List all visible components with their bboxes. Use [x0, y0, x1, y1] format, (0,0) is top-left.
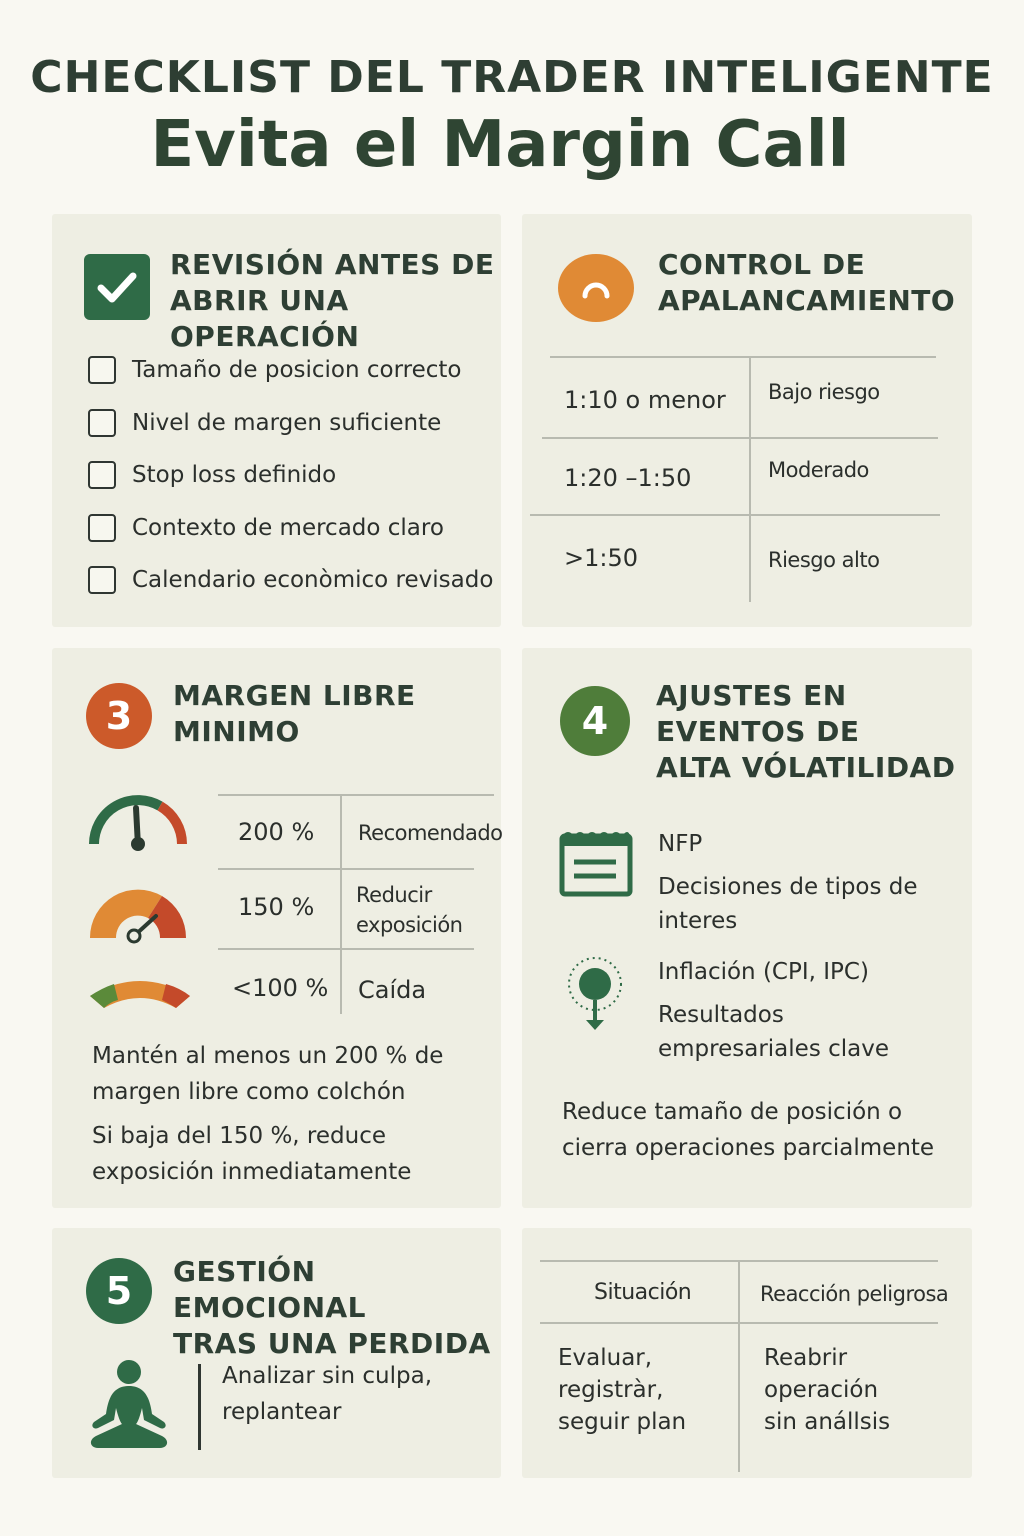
panel-title-line: MARGEN LIBRE [173, 679, 416, 712]
panel-title [173, 1254, 503, 1362]
event-earnings [658, 998, 889, 1066]
cell-line: Evaluar, [558, 1345, 653, 1371]
event-nfp: NFP [658, 831, 703, 857]
panel-min-free-margin [52, 648, 501, 1208]
check-icon [84, 254, 150, 320]
gauge-icon [558, 254, 634, 322]
step-3-badge: 3 [86, 683, 152, 749]
panel-leverage-control [522, 214, 972, 627]
margin-level: 150 % [238, 893, 315, 921]
panel-title-line: EVENTOS DE [656, 715, 860, 748]
table-divider [530, 514, 940, 516]
note-line: cierra operaciones parcialmente [562, 1135, 935, 1161]
gauge-low-icon [88, 972, 192, 1016]
text-line: Analizar sin culpa, [222, 1363, 432, 1389]
event-line: empresariales clave [658, 1036, 889, 1062]
checklist-item[interactable] [88, 459, 336, 491]
note-line: Reduce tamaño de posición o [562, 1099, 903, 1125]
page-subtitle: Evita el Margin Call [150, 108, 850, 182]
panel-title-line: GESTIÓN EMOCIONAL [173, 1255, 367, 1324]
note-line: Si baja del 150 %, reduce [92, 1123, 387, 1149]
checklist-item[interactable] [88, 354, 462, 386]
meditation-icon [82, 1356, 176, 1454]
leverage-ratio: 1:20 –1:50 [564, 464, 692, 492]
step-5-badge: 5 [86, 1258, 152, 1324]
event-inflation: Inflación (CPI, IPC) [658, 959, 869, 985]
margin-level: <100 % [232, 974, 329, 1002]
panel-title-line: MINIMO [173, 715, 300, 748]
table-divider [218, 868, 474, 870]
step-4-badge: 4 [560, 686, 630, 756]
cell-line: Reabrir [764, 1345, 848, 1371]
cell-line: seguir plan [558, 1409, 687, 1435]
gauge-high-icon [86, 788, 190, 856]
margin-action [356, 880, 462, 940]
column-header-situation: Situación [594, 1280, 692, 1305]
panel-title-line: ALTA VÓLATILIDAD [656, 751, 956, 784]
panel-title-line: TRAS UNA PERDIDA [173, 1327, 491, 1360]
margin-action-line: Reducir [356, 883, 432, 907]
checklist-label: Stop loss definido [132, 462, 337, 488]
panel-pre-trade-review [52, 214, 501, 627]
margin-note [92, 1038, 443, 1110]
page-title: CHECKLIST DEL TRADER INTELIGENTE [30, 52, 994, 103]
table-divider [749, 356, 751, 602]
checklist-label: Calendario econòmico revisado [132, 567, 494, 593]
loss-response [222, 1358, 432, 1430]
checklist-label: Contexto de mercado claro [132, 515, 444, 541]
cell-line: operación [764, 1377, 879, 1403]
table-divider [218, 794, 494, 796]
panel-title-line: APALANCAMIENTO [658, 284, 956, 317]
table-divider [738, 1260, 740, 1472]
margin-level: 200 % [238, 818, 315, 846]
checkbox[interactable] [88, 409, 116, 437]
checkbox[interactable] [88, 566, 116, 594]
margin-action: Recomendado [358, 821, 503, 845]
tree-icon [564, 956, 626, 1040]
margin-action: Caída [358, 976, 427, 1004]
panel-title-line: REVISIÓN ANTES DE [170, 248, 495, 281]
reaction-cell [764, 1342, 890, 1438]
gauge-medium-icon [86, 884, 190, 948]
risk-level: Bajo riesgo [768, 380, 880, 404]
divider [198, 1364, 201, 1450]
checklist-label: Nivel de margen suficiente [132, 410, 442, 436]
cell-line: registràr, [558, 1377, 664, 1403]
panel-title [170, 247, 500, 355]
panel-title [173, 678, 493, 750]
column-header-dangerous-reaction: Reacción peligrosa [760, 1282, 949, 1306]
panel-title-line: ABRIR UNA OPERACIÓN [170, 284, 360, 353]
event-line: Resultados [658, 1002, 784, 1028]
panel-situation-table [522, 1228, 972, 1478]
panel-title [656, 678, 968, 786]
checklist-item[interactable] [88, 512, 444, 544]
risk-level: Moderado [768, 458, 869, 482]
situation-cell [558, 1342, 686, 1438]
text-line: replantear [222, 1399, 342, 1425]
risk-level: Riesgo alto [768, 548, 880, 572]
table-divider [218, 948, 474, 950]
checklist-item[interactable] [88, 407, 441, 439]
checkbox[interactable] [88, 461, 116, 489]
panel-title-line: CONTROL DE [658, 248, 866, 281]
note-line: exposición inmediatamente [92, 1159, 412, 1185]
note-line: margen libre como colchón [92, 1079, 406, 1105]
panel-volatility-events [522, 648, 972, 1208]
leverage-ratio: 1:10 o menor [564, 386, 726, 414]
cell-line: sin anállsis [764, 1409, 891, 1435]
panel-emotional-management [52, 1228, 501, 1478]
checklist-label: Tamaño de posicion correcto [132, 357, 462, 383]
checklist-item[interactable] [88, 564, 493, 596]
table-divider [542, 437, 938, 439]
panel-title [658, 247, 968, 319]
volatility-note [562, 1094, 934, 1166]
note-line: Mantén al menos un 200 % de [92, 1043, 444, 1069]
margin-note [92, 1118, 411, 1190]
panel-title-line: AJUSTES EN [656, 679, 847, 712]
table-divider [340, 794, 342, 1014]
event-line: Decisiones de tipos de [658, 874, 918, 900]
leverage-ratio: >1:50 [564, 544, 639, 572]
event-line: interes [658, 908, 738, 934]
checkbox[interactable] [88, 356, 116, 384]
margin-action-line: exposición [356, 913, 463, 937]
table-divider [550, 356, 936, 358]
event-rate-decisions [658, 870, 918, 938]
calendar-icon [558, 828, 634, 902]
checkbox[interactable] [88, 514, 116, 542]
